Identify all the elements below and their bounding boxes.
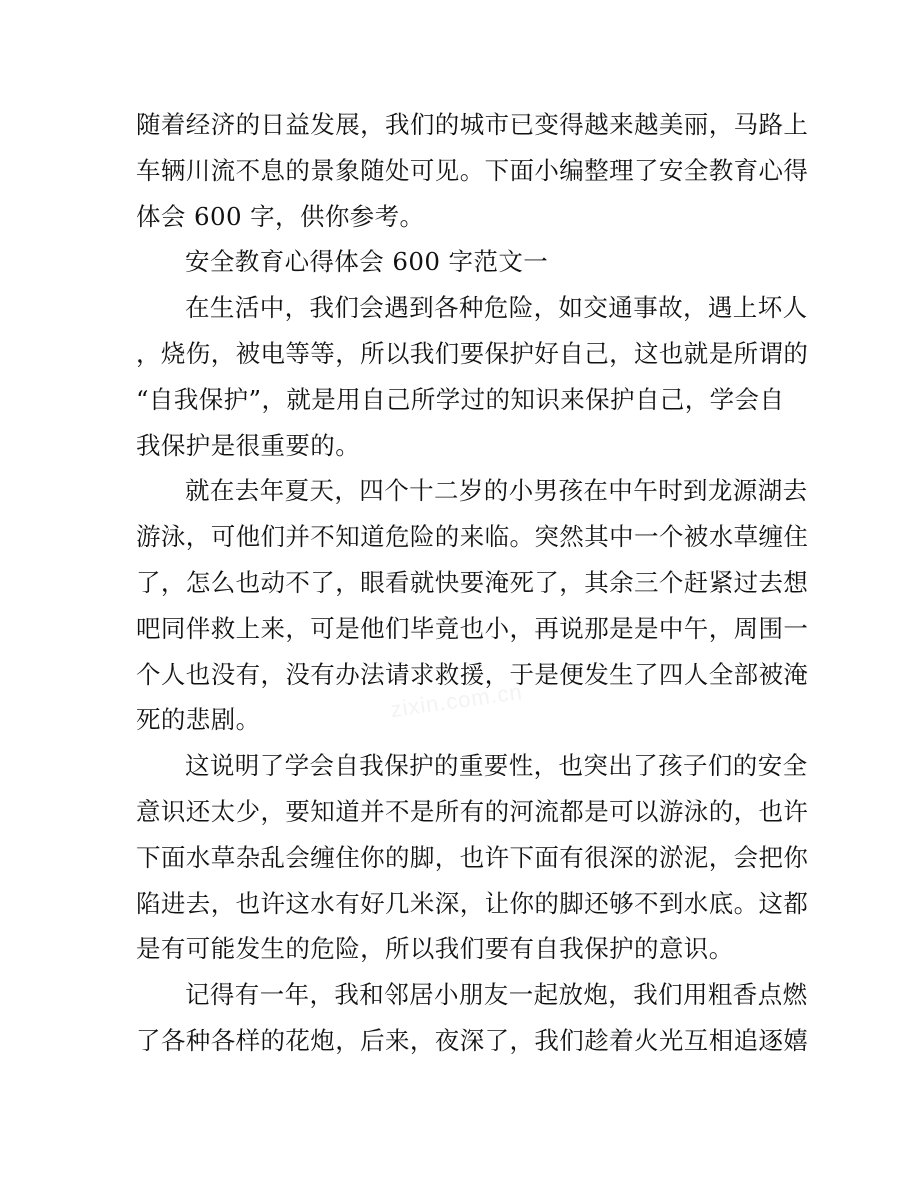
text-line: 在生活中，我们会遇到各种危险，如交通事故，遇上坏人 — [185, 293, 808, 323]
text-line: 了各种各样的花炮，后来，夜深了，我们趁着火光互相追逐嬉 — [136, 1025, 809, 1055]
text-line: 陷进去，也许这水有好几米深，让你的脚还够不到水底。这都 — [136, 888, 809, 918]
text-line: 车辆川流不息的景象随处可见。下面小编整理了安全教育心得 — [136, 155, 809, 185]
text-line: 就在去年夏天，四个十二岁的小男孩在中午时到龙源湖去 — [185, 476, 808, 506]
text-line: 游泳，可他们并不知道危险的来临。突然其中一个被水草缠住 — [136, 522, 809, 552]
text-line: 记得有一年，我和邻居小朋友一起放炮，我们用粗香点燃 — [185, 980, 808, 1010]
text-line: 是有可能发生的危险，所以我们要有自我保护的意识。 — [136, 934, 734, 964]
text-line: 体会 600 字，供你参考。 — [136, 201, 425, 231]
text-line: ，烧伤，被电等等，所以我们要保护好自己，这也就是所谓的 — [136, 338, 809, 368]
section-heading: 安全教育心得体会 600 字范文一 — [185, 247, 549, 277]
text-line: 吧同伴救上来，可是他们毕竟也小，再说那是是中午，周围一 — [136, 613, 809, 643]
text-line: 下面水草杂乱会缠住你的脚，也许下面有很深的淤泥，会把你 — [136, 842, 809, 872]
text-line: 个人也没有，没有办法请求救援，于是便发生了四人全部被淹 — [136, 659, 809, 689]
text-line: 意识还太少，要知道并不是所有的河流都是可以游泳的，也许 — [136, 796, 809, 826]
text-line: “自我保护”，就是用自己所学过的知识来保护自己，学会自 — [136, 384, 785, 414]
text-line: 随着经济的日益发展，我们的城市已变得越来越美丽，马路上 — [136, 110, 809, 139]
document-body — [136, 102, 809, 1064]
text-line: 我保护是很重要的。 — [136, 430, 361, 460]
text-line: 这说明了学会自我保护的重要性，也突出了孩子们的安全 — [185, 751, 808, 781]
text-line: 死的悲剧。 — [136, 705, 261, 735]
text-line: 了，怎么也动不了，眼看就快要淹死了，其余三个赶紧过去想 — [136, 567, 809, 597]
watermark: zixin.com.cn — [388, 678, 525, 723]
